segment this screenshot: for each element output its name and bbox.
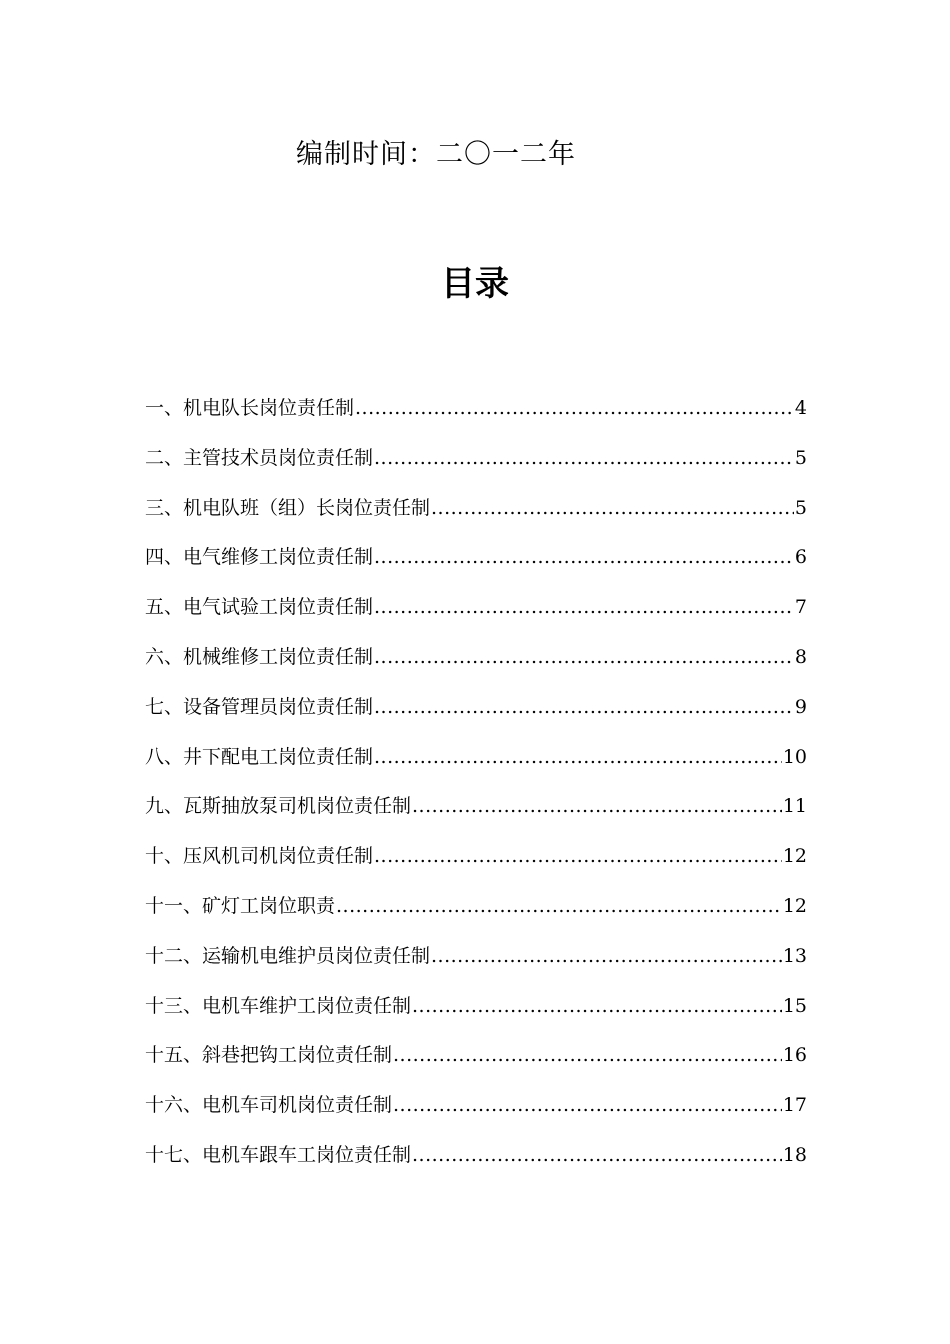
toc-dot-leader bbox=[412, 1144, 782, 1166]
toc-entry-page-number: 17 bbox=[782, 1094, 807, 1117]
toc-entry-label: 八、井下配电工岗位责任制 bbox=[145, 745, 374, 768]
toc-entry-page-number: 9 bbox=[794, 695, 807, 718]
toc-entry[interactable] bbox=[145, 1090, 807, 1140]
toc-entry-label: 三、机电队班（组）长岗位责任制 bbox=[145, 496, 431, 519]
toc-entry-page-number: 8 bbox=[794, 645, 807, 668]
toc-dot-leader bbox=[393, 1044, 782, 1066]
toc-entry-label: 五、电气试验工岗位责任制 bbox=[145, 596, 374, 619]
toc-entry[interactable] bbox=[145, 542, 807, 592]
toc-entry[interactable] bbox=[145, 1140, 807, 1190]
toc-entry-page-number: 16 bbox=[782, 1044, 807, 1067]
toc-dot-leader bbox=[336, 895, 782, 917]
toc-dot-leader bbox=[412, 795, 782, 817]
toc-entry[interactable] bbox=[145, 742, 807, 792]
toc-dot-leader bbox=[374, 696, 794, 718]
toc-dot-leader bbox=[431, 497, 794, 519]
toc-entry-label: 九、瓦斯抽放泵司机岗位责任制 bbox=[145, 795, 412, 818]
toc-entry-label: 四、电气维修工岗位责任制 bbox=[145, 546, 374, 569]
toc-dot-leader bbox=[355, 397, 794, 419]
toc-entry-page-number: 12 bbox=[782, 845, 807, 868]
toc-entry[interactable] bbox=[145, 443, 807, 493]
toc-entry-page-number: 13 bbox=[782, 944, 807, 967]
toc-entry-page-number: 10 bbox=[782, 745, 807, 768]
toc-entry-label: 二、主管技术员岗位责任制 bbox=[145, 446, 374, 469]
toc-entry[interactable] bbox=[145, 493, 807, 543]
toc-dot-leader bbox=[374, 546, 794, 568]
toc-entry-label: 七、设备管理员岗位责任制 bbox=[145, 695, 374, 718]
table-of-contents bbox=[145, 393, 807, 1190]
toc-dot-leader bbox=[374, 646, 794, 668]
compile-time: 编制时间：二〇一二年 bbox=[296, 139, 576, 170]
toc-entry-label: 十五、斜巷把钩工岗位责任制 bbox=[145, 1044, 393, 1067]
toc-entry[interactable] bbox=[145, 642, 807, 692]
toc-dot-leader bbox=[374, 447, 794, 469]
toc-entry-page-number: 7 bbox=[794, 596, 807, 619]
toc-entry[interactable] bbox=[145, 791, 807, 841]
toc-entry-label: 十二、运输机电维护员岗位责任制 bbox=[145, 944, 431, 967]
toc-entry[interactable] bbox=[145, 692, 807, 742]
toc-title: 目录 bbox=[441, 264, 509, 304]
toc-entry-page-number: 4 bbox=[794, 397, 807, 419]
toc-dot-leader bbox=[374, 596, 794, 618]
toc-dot-leader bbox=[374, 845, 782, 867]
toc-entry[interactable] bbox=[145, 991, 807, 1041]
toc-entry-label: 十六、电机车司机岗位责任制 bbox=[145, 1094, 393, 1117]
toc-entry[interactable] bbox=[145, 1040, 807, 1090]
toc-entry-label: 六、机械维修工岗位责任制 bbox=[145, 645, 374, 668]
toc-entry-page-number: 5 bbox=[794, 496, 807, 519]
toc-dot-leader bbox=[431, 945, 782, 967]
toc-entry-label: 十七、电机车跟车工岗位责任制 bbox=[145, 1143, 412, 1166]
toc-entry-page-number: 18 bbox=[782, 1143, 807, 1166]
toc-dot-leader bbox=[412, 995, 782, 1017]
toc-entry-label: 十一、矿灯工岗位职责 bbox=[145, 894, 336, 917]
toc-entry[interactable] bbox=[145, 592, 807, 642]
toc-entry-label: 一、机电队长岗位责任制 bbox=[145, 397, 355, 419]
toc-entry[interactable] bbox=[145, 393, 807, 443]
toc-entry-label: 十三、电机车维护工岗位责任制 bbox=[145, 994, 412, 1017]
toc-entry-page-number: 15 bbox=[782, 994, 807, 1017]
toc-entry-page-number: 11 bbox=[782, 795, 807, 818]
toc-dot-leader bbox=[374, 746, 782, 768]
toc-entry-label: 十、压风机司机岗位责任制 bbox=[145, 845, 374, 868]
toc-entry-page-number: 6 bbox=[794, 546, 807, 569]
toc-dot-leader bbox=[393, 1094, 782, 1116]
toc-entry[interactable] bbox=[145, 891, 807, 941]
toc-entry[interactable] bbox=[145, 941, 807, 991]
toc-entry-page-number: 12 bbox=[782, 894, 807, 917]
toc-entry-page-number: 5 bbox=[794, 446, 807, 469]
toc-entry[interactable] bbox=[145, 841, 807, 891]
